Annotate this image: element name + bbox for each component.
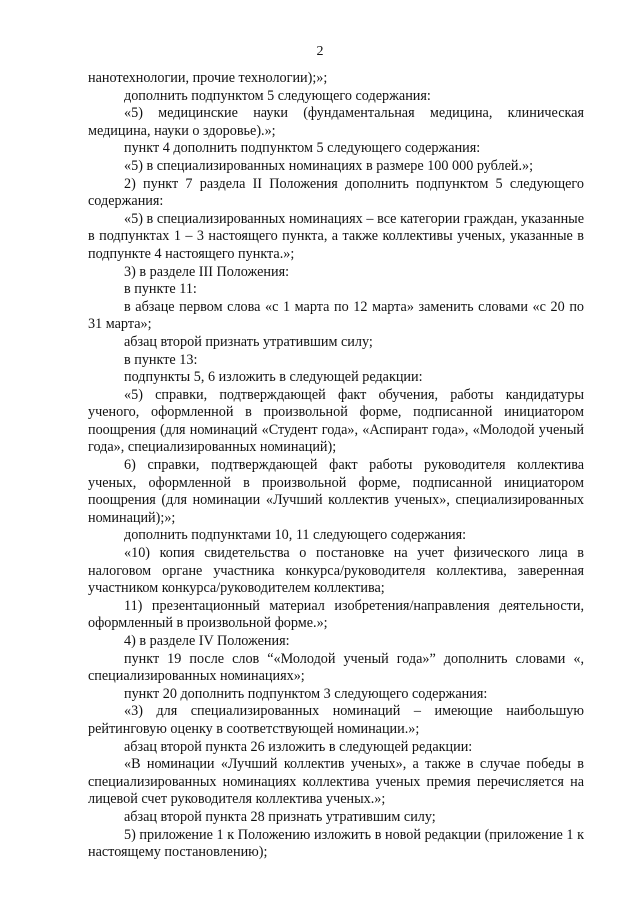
paragraph: «5) в специализированных номинациях – все категории граждан, указанные в подпунктах 1 – 3 настоящего пункта, а также коллективы ученых, указанные в подпункте 4 настоящего пункта.»; xyxy=(88,210,584,262)
paragraph: в пункте 13: xyxy=(124,351,198,368)
paragraph: 6) справки, подтверждающей факт работы руководителя коллектива ученых, оформленной в произвольной форме, подписанной инициатором поощрения (для номинации «Лучший коллектив ученых», специализированных номинаций);»; xyxy=(88,457,584,526)
paragraph: дополнить подпунктами 10, 11 следующего содержания: xyxy=(124,527,467,544)
page-number: 2 xyxy=(316,44,324,59)
paragraph: абзац второй признать утратившим силу; xyxy=(124,333,373,350)
paragraph: абзац второй пункта 26 изложить в следующей редакции: xyxy=(124,738,473,755)
paragraph: пункт 19 после слов “«Молодой ученый года»” дополнить словами «, специализированных номинациях»; xyxy=(88,650,584,685)
paragraph: абзац второй пункта 28 признать утратившим силу; xyxy=(124,808,436,825)
paragraph: 2) пункт 7 раздела II Положения дополнить подпунктом 5 следующего содержания: xyxy=(88,175,584,210)
paragraph: «В номинации «Лучший коллектив ученых», а также в случае победы в специализированных номинациях коллектива ученых премия перечисляется на лицевой счет руководителя коллектива ученых.»; xyxy=(88,756,584,808)
paragraph: в пункте 11: xyxy=(124,281,197,298)
paragraph: дополнить подпунктом 5 следующего содержания: xyxy=(124,87,431,104)
paragraph: 5) приложение 1 к Положению изложить в новой редакции (приложение 1 к настоящему постановлению); xyxy=(88,826,584,861)
paragraph: в абзаце первом слова «с 1 марта по 12 марта» заменить словами «с 20 по 31 марта»; xyxy=(88,298,584,333)
paragraph: пункт 4 дополнить подпунктом 5 следующего содержания: xyxy=(124,140,481,157)
paragraph: «3) для специализированных номинаций – имеющие наибольшую рейтинговую оценку в соответствующей номинации.»; xyxy=(88,703,584,737)
paragraph: «5) медицинские науки (фундаментальная медицина, клиническая медицина, науки о здоровье).»; xyxy=(88,105,584,139)
paragraph: 4) в разделе IV Положения: xyxy=(124,633,290,649)
paragraph: «10) копия свидетельства о постановке на учет физического лица в налоговом органе участника конкурса/руководителя коллектива, заверенная участником конкурса/руководителем коллектива; xyxy=(88,545,584,597)
paragraph: нанотехнологии, прочие технологии);»; xyxy=(88,70,328,86)
paragraph: 11) презентационный материал изобретения/направления деятельности, оформленный в произвольной форме.»; xyxy=(88,597,584,632)
paragraph: пункт 20 дополнить подпунктом 3 следующего содержания: xyxy=(124,685,488,702)
document-body xyxy=(88,70,584,862)
paragraph: 3) в разделе III Положения: xyxy=(124,263,290,280)
paragraph: подпункты 5, 6 изложить в следующей редакции: xyxy=(124,369,423,386)
paragraph: «5) в специализированных номинациях в размере 100 000 рублей.»; xyxy=(124,157,534,174)
paragraph: «5) справки, подтверждающей факт обучения, работы кандидатуры ученого, оформленной в произвольной форме, подписанной инициатором поощрения (для номинаций «Студент года», «Аспирант года», «Молодой ученый года», специализированных номинаций); xyxy=(88,386,584,456)
